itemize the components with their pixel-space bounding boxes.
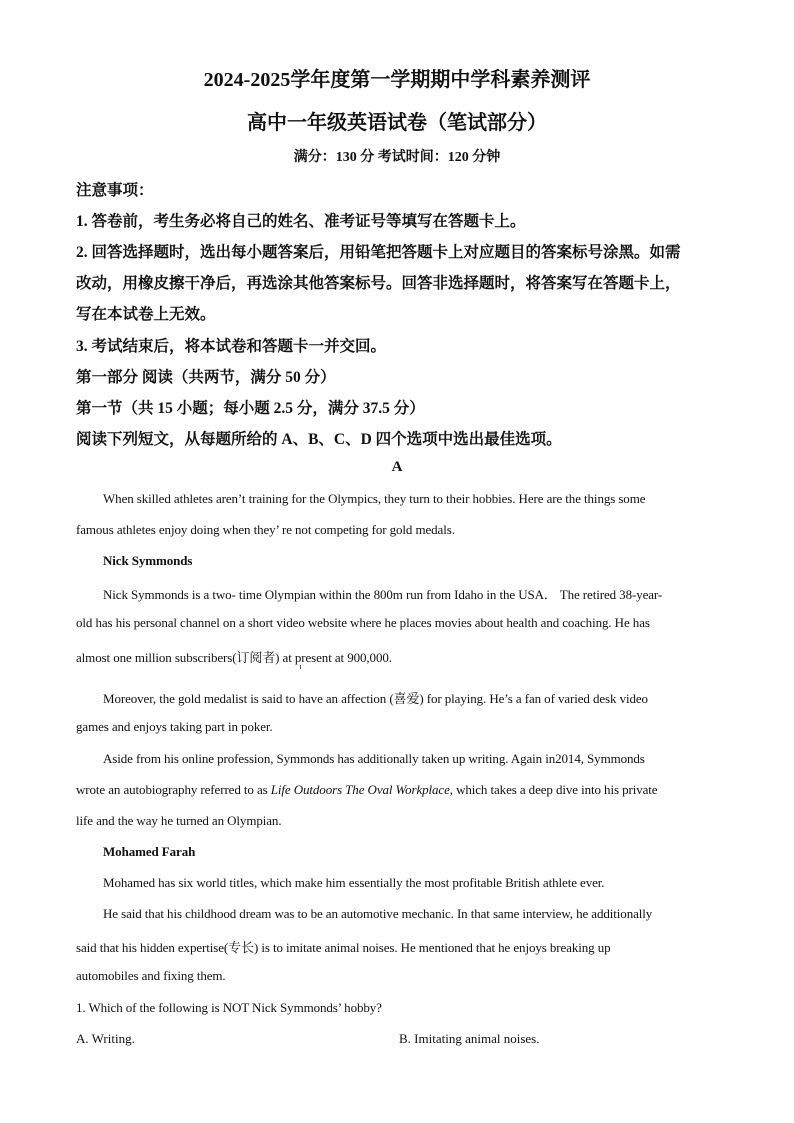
notes-heading: 注意事项：	[76, 182, 154, 199]
passage-line: old has his personal channel on a short video website where he places movies about health and coaching. He has	[76, 615, 650, 630]
question-stem: 1. Which of the following is NOT Nick Symmonds’ hobby?	[76, 1000, 382, 1015]
athlete-name: Nick Symmonds	[103, 553, 193, 568]
passage-line: games and enjoys taking part in poker.	[76, 719, 273, 734]
passage-line	[76, 782, 657, 798]
part-heading: 第一部分 阅读（共两节，满分 50 分）	[76, 369, 336, 386]
exam-subtitle: 高中一年级英语试卷（笔试部分）	[247, 112, 547, 134]
note-item: 2. 回答选择题时，选出每小题答案后，用铅笔把答题卡上对应题目的答案标号涂黑。如需	[76, 244, 681, 261]
book-title: Life Outdoors The Oval Workplace	[270, 782, 450, 797]
option-b[interactable]: B. Imitating animal noises.	[399, 1031, 540, 1046]
passage-line: automobiles and fixing them.	[76, 968, 226, 983]
passage-line: said that his hidden expertise(专长) is to imitate animal noises. He mentioned that he enjoys breaking up	[76, 940, 611, 955]
athlete-name: Mohamed Farah	[103, 844, 196, 859]
stray-mark	[300, 665, 301, 669]
passage-line: He said that his childhood dream was to be an automotive mechanic. In that same interview, he additionally	[103, 906, 653, 921]
passage-letter: A	[391, 459, 403, 475]
note-item: 3. 考试结束后，将本试卷和答题卡一并交回。	[76, 338, 387, 355]
passage-line: life and the way he turned an Olympian.	[76, 813, 282, 828]
option-a[interactable]: A. Writing.	[76, 1031, 135, 1046]
passage-text: wrote an autobiography referred to as	[76, 782, 271, 797]
passage-line: famous athletes enjoy doing when they’ re not competing for gold medals.	[76, 522, 455, 537]
passage-line: almost one million subscribers(订阅者) at present at 900,000.	[76, 650, 392, 665]
passage-line: Moreover, the gold medalist is said to have an affection (喜爱) for playing. He’s a fan of varied desk video	[103, 691, 648, 706]
passage-line: When skilled athletes aren’t training for the Olympics, they turn to their hobbies. Here are the things some	[103, 491, 646, 506]
note-item: 1. 答卷前，考生务必将自己的姓名、准考证号等填写在答题卡上。	[76, 213, 526, 230]
section-heading: 第一节（共 15 小题；每小题 2.5 分，满分 37.5 分）	[76, 400, 425, 417]
exam-title: 2024-2025学年度第一学期期中学科素养测评	[203, 69, 591, 91]
note-item: 改动，用橡皮擦干净后，再选涂其他答案标号。回答非选择题时，将答案写在答题卡上，	[76, 275, 681, 292]
passage-text: , which takes a deep dive into his private	[449, 782, 658, 797]
instruction: 阅读下列短文，从每题所给的 A、B、C、D 四个选项中选出最佳选项。	[76, 431, 562, 448]
passage-line: Nick Symmonds is a two- time Olympian within the 800m run from Idaho in the USA． The retired 38-year-	[103, 587, 663, 602]
passage-line: Aside from his online profession, Symmonds has additionally taken up writing. Again in2014, Symmonds	[103, 751, 645, 766]
score-time: 满分：130 分 考试时间：120 分钟	[293, 150, 501, 165]
note-item: 写在本试卷上无效。	[76, 306, 216, 323]
passage-line: Mohamed has six world titles, which make him essentially the most profitable British athlete ever.	[103, 875, 605, 890]
